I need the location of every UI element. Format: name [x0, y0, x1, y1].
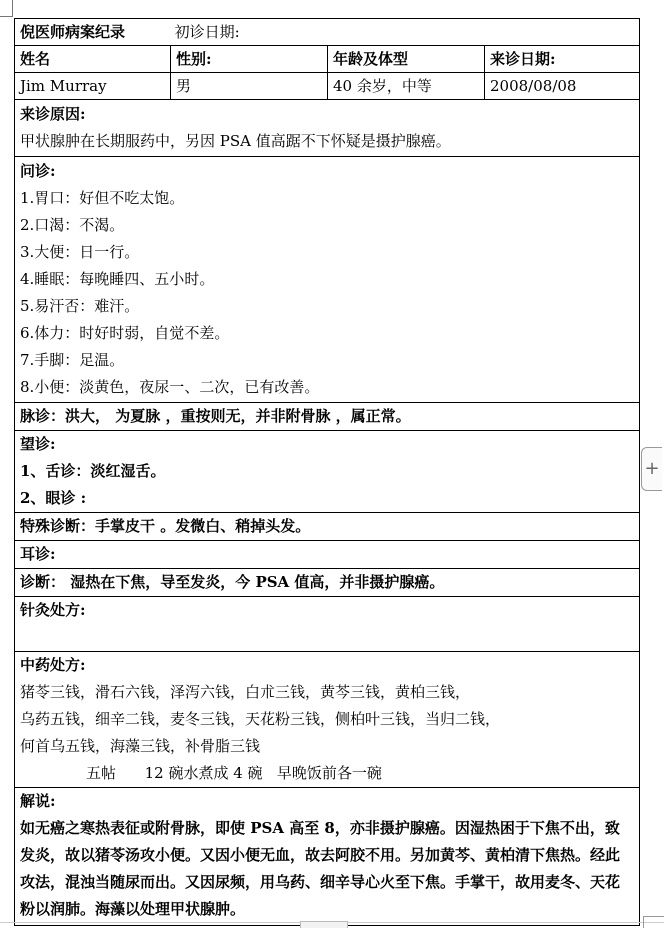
- herbal-line: 何首乌五钱，海藻三钱，补骨脂三钱: [20, 737, 261, 755]
- medical-record: [14, 18, 639, 926]
- special-diagnosis: 特殊诊断：手掌皮干 。发微白、稍掉头发。: [20, 517, 311, 535]
- plus-icon: +: [644, 458, 660, 479]
- inquiry-item: 5.易汗否：难汗。: [20, 297, 140, 315]
- patient-visit-date: 2008/08/08: [485, 73, 640, 100]
- add-comment-button[interactable]: [641, 447, 662, 491]
- herbal-row: [15, 652, 640, 788]
- diagnosis-text: 诊断： 湿热在下焦，导至发炎，今 PSA 值高，并非摄护腺癌。: [20, 573, 445, 591]
- first-visit-label: 初诊日期:: [174, 23, 240, 41]
- header-visit-date: 来诊日期:: [485, 46, 640, 73]
- header-row: [15, 46, 640, 73]
- inquiry-label: 问诊:: [20, 162, 56, 180]
- page-corner: [643, 916, 664, 928]
- record-table: [14, 18, 640, 926]
- header-age-build: 年龄及体型: [328, 46, 485, 73]
- acupuncture-row: [15, 597, 640, 652]
- inspection-label: 望诊:: [20, 435, 56, 453]
- reason-row: [15, 100, 640, 157]
- diagnosis-row: [15, 569, 640, 597]
- herbal-label: 中药处方:: [20, 656, 86, 674]
- tongue-diagnosis: 1、舌诊：淡红湿舌。: [20, 462, 166, 480]
- title-row: [15, 19, 640, 46]
- inquiry-item: 6.体力：时好时弱，自觉不差。: [20, 324, 230, 342]
- record-title: 倪医师病案纪录: [20, 23, 126, 41]
- ear-row: [15, 541, 640, 569]
- reason-text: 甲状腺肿在长期服药中，另因 PSA 值高踞不下怀疑是摄护腺癌。: [20, 132, 451, 150]
- inquiry-item: 1.胃口：好但不吃太饱。: [20, 189, 185, 207]
- eye-diagnosis: 2、眼诊 :: [20, 489, 87, 507]
- inquiry-item: 2.口渴：不渴。: [20, 216, 125, 234]
- header-sex: 性别:: [171, 46, 328, 73]
- acupuncture-label: 针灸处方:: [20, 601, 86, 619]
- inquiry-row: [15, 157, 640, 403]
- patient-row: [15, 73, 640, 100]
- explanation-row: [15, 788, 640, 926]
- corner-mark: [0, 0, 13, 17]
- herbal-dosage: 五帖 12 碗水煮成 4 碗 早晚饭前各一碗: [86, 764, 382, 782]
- special-row: [15, 513, 640, 541]
- inquiry-item: 7.手脚：足温。: [20, 351, 125, 369]
- pulse-text: 脉诊：洪大， 为夏脉 ，重按则无，并非附骨脉 ，属正常。: [20, 407, 411, 425]
- patient-name: Jim Murray: [15, 73, 171, 100]
- patient-sex: 男: [171, 73, 328, 100]
- patient-age-build: 40 余岁，中等: [328, 73, 485, 100]
- inquiry-item: 3.大便：日一行。: [20, 243, 140, 261]
- explanation-text: 如无癌之寒热表征或附骨脉，即使 PSA 高至 8，亦非摄护腺癌。因湿热困于下焦不出，致发炎，故以猪苓汤攻小便。又因小便无血，故去阿胶不用。另加黄芩、黄柏清下焦热。经此攻法，混浊当随尿而出。又因尿频，用乌药、细辛导心火至下焦。手掌干，故用麦冬、天花粉以润肺。海藻以处理甲状腺肿。: [20, 819, 621, 918]
- explanation-label: 解说:: [20, 792, 56, 810]
- pulse-row: [15, 403, 640, 431]
- herbal-line: 乌药五钱，细辛二钱，麦冬三钱，天花粉三钱，侧柏叶三钱，当归二钱，: [20, 710, 501, 728]
- inspection-row: [15, 431, 640, 513]
- inquiry-item: 4.睡眠：每晚睡四、五小时。: [20, 270, 215, 288]
- reason-label: 来诊原因:: [20, 105, 86, 123]
- header-name: 姓名: [15, 46, 171, 73]
- inquiry-item: 8.小便：淡黄色，夜尿一、二次，已有改善。: [20, 378, 320, 396]
- herbal-line: 猪苓三钱，滑石六钱，泽泻六钱，白朮三钱，黄芩三钱，黄柏三钱，: [20, 683, 471, 701]
- ear-diagnosis: 耳诊:: [20, 545, 56, 563]
